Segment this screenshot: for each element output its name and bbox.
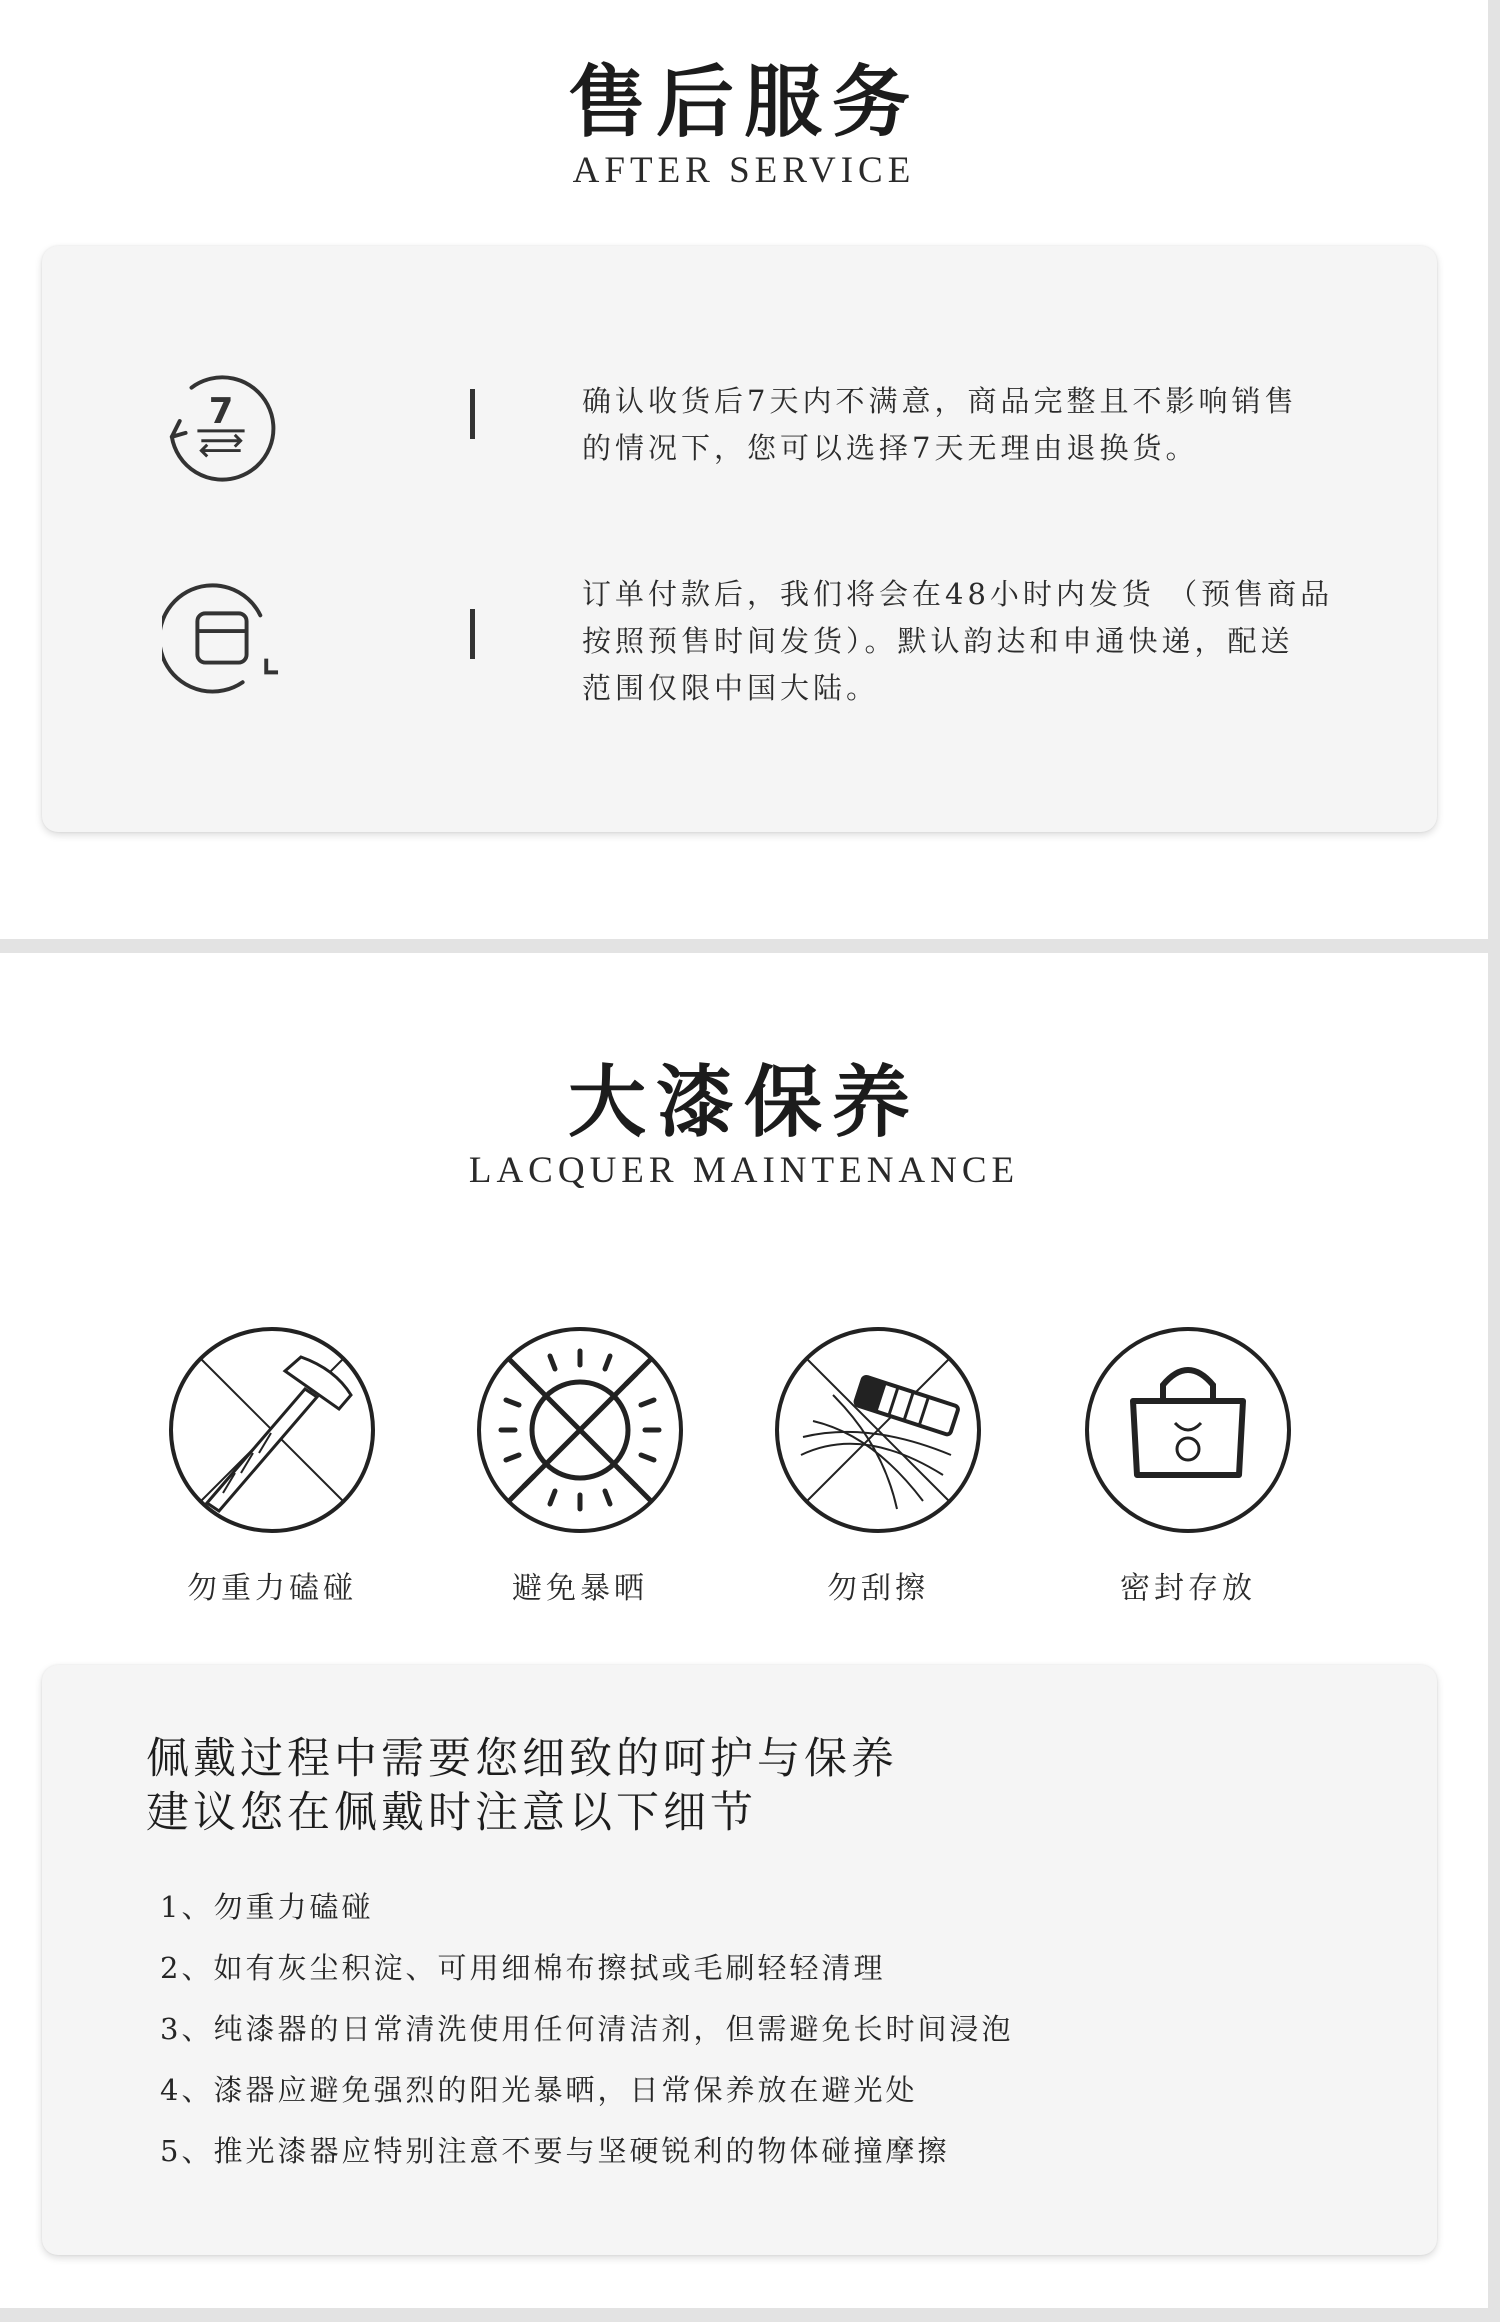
- maintenance-tips-card: [42, 1665, 1437, 2255]
- no-scratch-icon: [773, 1325, 983, 1535]
- no-sun-icon: [475, 1325, 685, 1535]
- shipping-policy-text: 订单付款后，我们将会在48小时内发货 （预售商品 按照预售时间发货）。默认韵达和申通快递，配送 范围仅限中国大陆。: [582, 577, 1334, 705]
- tips-list: [160, 1877, 1013, 2182]
- return-policy-text: 确认收货后7天内不满意，商品完整且不影响销售 的情况下，您可以选择7天无理由退换货。: [582, 384, 1298, 465]
- tip-item: 2、如有灰尘积淀、可用细棉布擦拭或毛刷轻轻清理: [160, 1951, 886, 1985]
- after-service-section: [0, 0, 1488, 939]
- icon-label-sealed-storage: 密封存放: [1120, 1571, 1256, 1606]
- after-service-title: 售后服务: [567, 57, 920, 148]
- maintenance-title: 大漆保养: [567, 1057, 920, 1148]
- item-divider: [470, 389, 475, 439]
- after-service-card: [42, 246, 1437, 832]
- tips-heading-line2: 建议您在佩戴时注意以下细节: [146, 1788, 757, 1838]
- tip-item: 5、推光漆器应特别注意不要与坚硬锐利的物体碰撞摩擦: [160, 2134, 950, 2168]
- maintenance-title-block: [0, 1057, 1488, 1191]
- item-divider: [470, 609, 475, 659]
- tips-heading-line1: 佩戴过程中需要您细致的呵护与保养: [146, 1734, 898, 1784]
- seven-day-return-icon: [162, 366, 280, 484]
- tip-item: 1、勿重力磕碰: [160, 1890, 374, 1924]
- after-service-subtitle: AFTER SERVICE: [572, 150, 916, 191]
- lacquer-maintenance-section: [0, 953, 1488, 2308]
- tip-item: 4、漆器应避免强烈的阳光暴晒，日常保养放在避光处: [160, 2073, 918, 2107]
- icon-label-no-scratch: 勿刮擦: [827, 1571, 929, 1606]
- after-service-title-block: [0, 57, 1488, 191]
- icon-label-no-impact: 勿重力磕碰: [187, 1571, 357, 1606]
- no-hammer-icon: [167, 1325, 377, 1535]
- shipping-box-icon: [162, 576, 280, 694]
- tip-item: 3、纯漆器的日常清洗使用任何清洁剂，但需避免长时间浸泡: [160, 2012, 1014, 2046]
- maintenance-subtitle: LACQUER MAINTENANCE: [468, 1150, 1020, 1191]
- svg-text:7: 7: [208, 391, 234, 433]
- sealed-bag-icon: [1083, 1325, 1293, 1535]
- icon-label-no-sunlight: 避免暴晒: [512, 1571, 648, 1606]
